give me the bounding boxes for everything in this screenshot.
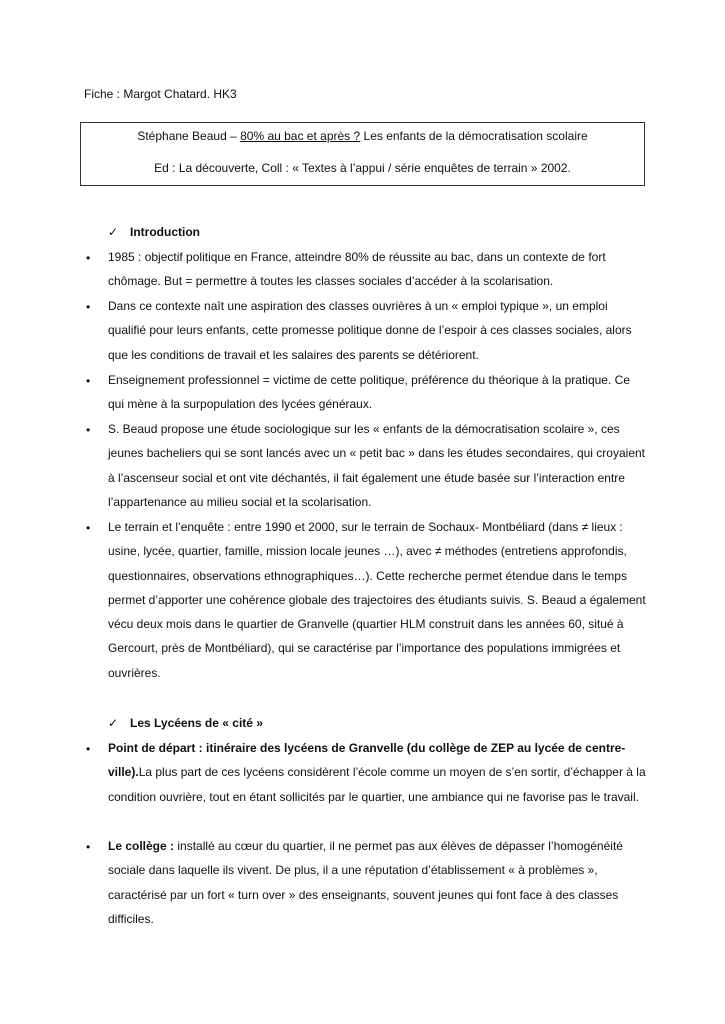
book-title: 80% au bac et après ? (240, 129, 361, 143)
title-box (80, 122, 645, 186)
list-item-text: 1985 : objectif politique en France, atteindre 80% de réussite au bac, dans un contexte de fort chômage. But = permettre à toutes les classes sociales d’accéder à la scolarisation. (108, 250, 606, 289)
list-item-body: installé au cœur du quartier, il ne permet pas aux élèves de dépasser l’homogénéité sociale dans laquelle ils vivent. De plus, il a une réputation d’établissement « à problèmes », caractérisé par un fort « turn over » des enseignants, souvent jeunes qui font face à des classes difficiles. (108, 839, 623, 926)
check-icon: ✓ (108, 225, 119, 239)
title-line (81, 129, 644, 143)
bullet-icon: • (86, 423, 91, 437)
section-heading-lyceens (108, 716, 263, 730)
section-heading-introduction (108, 225, 200, 239)
bullet-icon: • (86, 521, 91, 535)
section-heading-text: Les Lycéens de « cité » (130, 716, 263, 730)
list-item-bold: Point de départ : itinéraire des lycéens de Granvelle (du collège de ZEP au lycée de centre-ville). (108, 741, 626, 780)
list-item-text: Dans ce contexte naît une aspiration des classes ouvrières à un « emploi typique », un emploi qualifié pour leurs enfants, cette promesse politique donne de l’espoir à ces classes sociales, alors que les conditions de travail et les salaires des parents se détériorent. (108, 299, 632, 362)
bullet-icon: • (86, 742, 91, 756)
list-item-text: S. Beaud propose une étude sociologique sur les « enfants de la démocratisation scolaire », ces jeunes bacheliers qui se sont lancés avec un « petit bac » dans les études secondaires, qui croyaient à l’ascenseur social et ont vite déchantés, il fait également une étude basée sur l’interaction entre l’appartenance au milieu social et la scolarisation. (108, 422, 645, 509)
bullet-icon: • (86, 840, 91, 854)
list-item-text: Enseignement professionnel = victime de cette politique, préférence du théorique à la pratique. Ce qui mène à la surpopulation des lycées généraux. (108, 373, 630, 412)
list-item-body: La plus part de ces lycéens considèrent l’école comme un moyen de s’en sortir, d’échapper à la condition ouvrière, tout en étant sollicités par le quartier, une ambiance qui ne favorise pas le travail. (108, 765, 646, 804)
check-icon: ✓ (108, 716, 119, 730)
list-item-text (108, 736, 648, 809)
author-prefix: Stéphane Beaud – (137, 129, 241, 143)
section-heading-text: Introduction (130, 225, 200, 239)
book-subtitle: Les enfants de la démocratisation scolaire (360, 129, 588, 143)
bullet-icon: • (86, 374, 91, 388)
edition-line: Ed : La découverte, Coll : « Textes à l’appui / série enquêtes de terrain » 2002. (154, 161, 571, 175)
bullet-icon: • (86, 251, 91, 265)
list-item-text (108, 834, 648, 931)
list-item-text: Le terrain et l’enquête : entre 1990 et 2000, sur le terrain de Sochaux- Montbéliard (dans ≠ lieux : usine, lycée, quartier, famille, mission locale jeunes …), avec ≠ méthodes (entretiens approfondis, questionnaires, observations ethnographiques…). Cette recherche permet étendue dans le temps permet d’apporter une cohérence globale des trajectoires des étudiants suivis. S. Beaud a également vécu deux mois dans le quartier de Granvelle (quartier HLM construit dans les années 60, situé à Gercourt, près de Montbéliard), qui se caractérise par l’importance des populations immigrées et ouvrières. (108, 520, 646, 680)
bullet-icon: • (86, 300, 91, 314)
list-item-bold: Le collège : (108, 839, 175, 853)
fiche-header: Fiche : Margot Chatard. HK3 (84, 87, 237, 101)
